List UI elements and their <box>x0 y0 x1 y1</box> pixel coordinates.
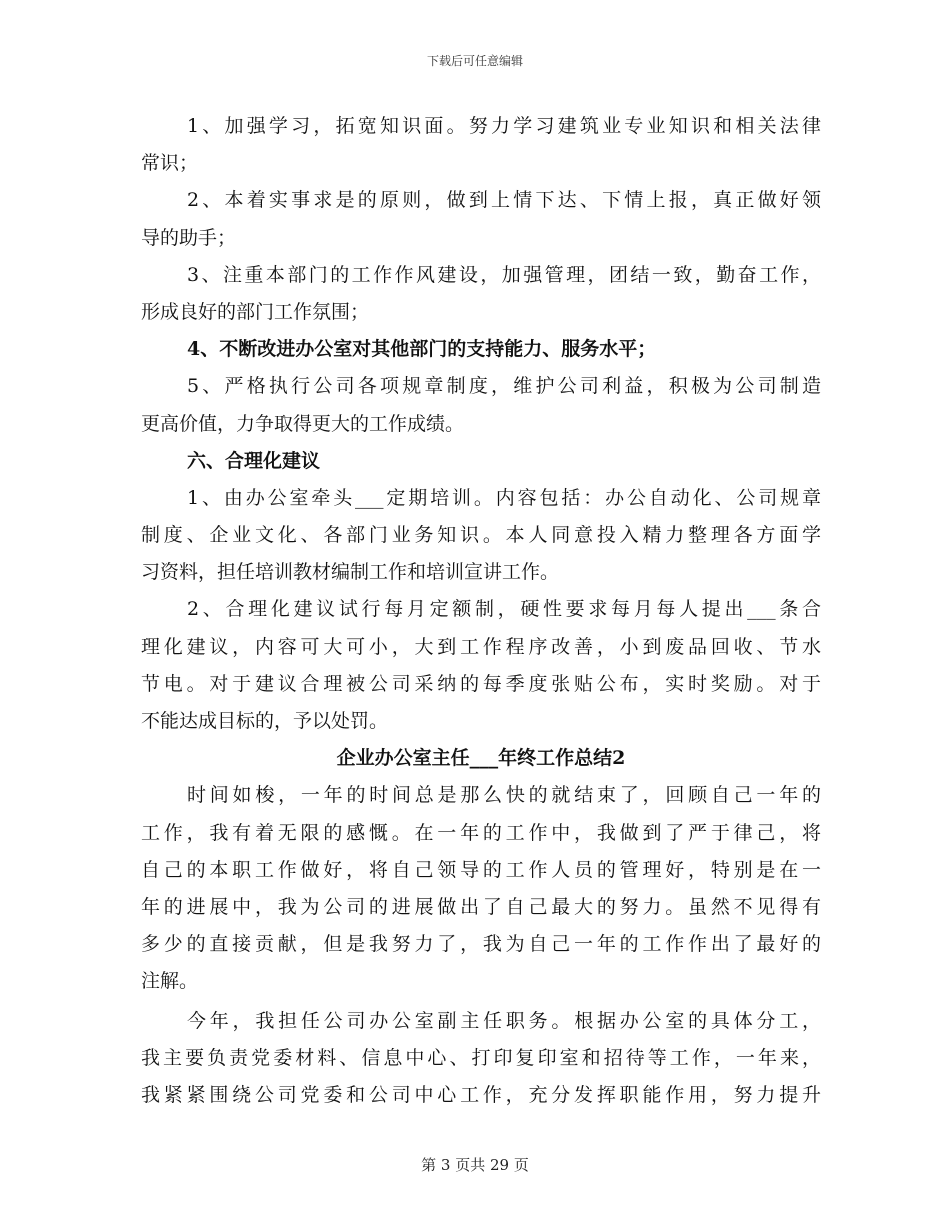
paragraph-line: 我紧紧围绕公司党委和公司中心工作，充分发挥职能作用，努力提升 <box>141 1083 821 1106</box>
paragraph-line: 1、由办公室牵头___定期培训。内容包括：办公自动化、公司规章 <box>187 486 821 509</box>
paragraph-line: 制度、企业文化、各部门业务知识。本人同意投入精力整理各方面学 <box>141 524 821 547</box>
paragraph-line: 注解。 <box>141 970 199 993</box>
document-body <box>141 108 821 1114</box>
page-footer: 第 3 页共 29 页 <box>421 1156 529 1174</box>
paragraph-line: 工作，我有着无限的感慨。在一年的工作中，我做到了严于律己，将 <box>141 821 821 844</box>
paragraph-line: 5、严格执行公司各项规章制度，维护公司利益，积极为公司制造 <box>187 375 821 398</box>
page-header: 下载后可任意编辑 <box>426 54 523 68</box>
paragraph-line: 多少的直接贡献，但是我努力了，我为自己一年的工作作出了最好的 <box>141 933 821 956</box>
paragraph-line: 导的助手； <box>141 226 237 249</box>
paragraph-line: 年的进展中，我为公司的进展做出了自己最大的努力。虽然不见得有 <box>141 895 821 918</box>
document-title: 企业办公室主任___年终工作总结2 <box>336 747 626 770</box>
section-heading: 六、合理化建议 <box>187 449 321 472</box>
paragraph-line: 3、注重本部门的工作作风建设，加强管理，团结一致，勤奋工作， <box>187 263 821 286</box>
paragraph-line: 理化建议，内容可大可小，大到工作程序改善，小到废品回收、节水 <box>141 635 821 658</box>
paragraph-line: 不能达成目标的，予以处罚。 <box>141 710 389 732</box>
paragraph-line: 自己的本职工作做好，将自己领导的工作人员的管理好，特别是在一 <box>141 858 821 881</box>
paragraph-line: 2、合理化建议试行每月定额制，硬性要求每月每人提出___条合 <box>187 598 821 621</box>
paragraph-line: 1、加强学习，拓宽知识面。努力学习建筑业专业知识和相关法律 <box>187 115 821 137</box>
paragraph-line: 节电。对于建议合理被公司采纳的每季度张贴公布，实时奖励。对于 <box>141 672 821 695</box>
paragraph-line: 形成良好的部门工作氛围； <box>141 300 370 323</box>
paragraph-line: 更高价值，力争取得更大的工作成绩。 <box>141 412 465 435</box>
paragraph-line: 习资料，担任培训教材编制工作和培训宣讲工作。 <box>141 561 560 584</box>
paragraph-line: 时间如梭，一年的时间总是那么快的就结束了，回顾自己一年的 <box>187 784 821 807</box>
paragraph-line: 今年，我担任公司办公室副主任职务。根据办公室的具体分工， <box>187 1009 821 1032</box>
bold-list-item: 4、不断改进办公室对其他部门的支持能力、服务水平； <box>187 338 657 361</box>
paragraph-line: 2、本着实事求是的原则，做到上情下达、下情上报，真正做好领 <box>187 189 821 212</box>
paragraph-line: 我主要负责党委材料、信息中心、打印复印室和招待等工作，一年来， <box>141 1046 821 1069</box>
paragraph-line: 常识； <box>141 152 199 175</box>
